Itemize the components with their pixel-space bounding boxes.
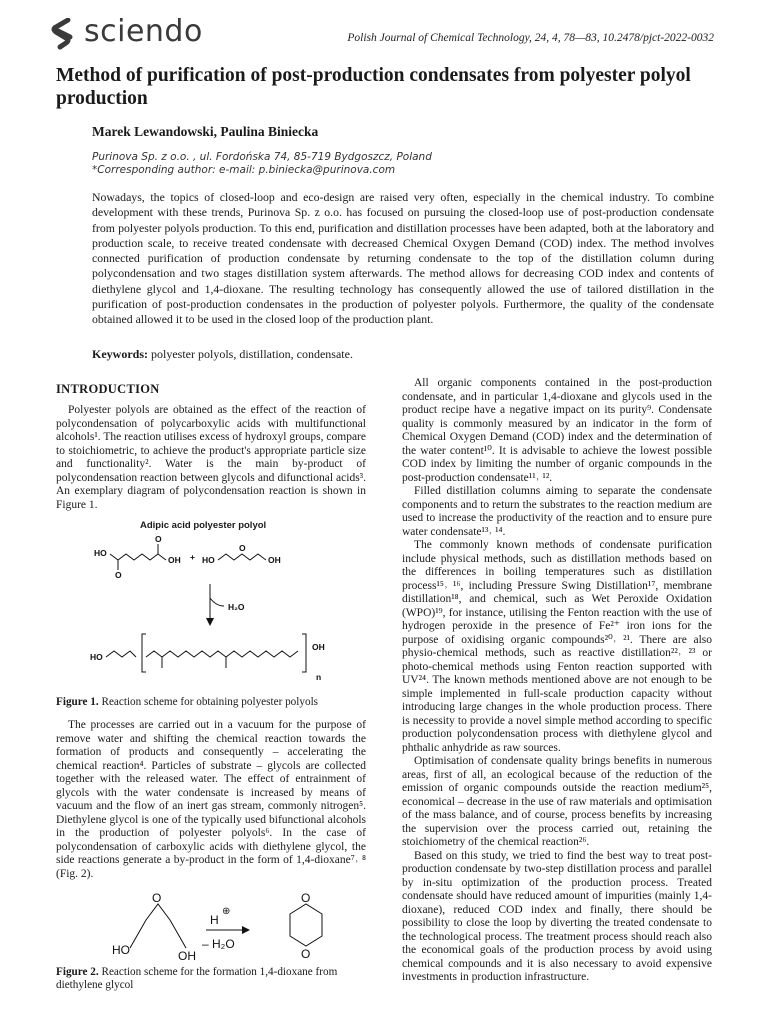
- fig2-o-label: O: [152, 891, 162, 905]
- fig2-charge: ⊕: [222, 906, 231, 917]
- affiliation-block: [92, 151, 432, 177]
- paragraph: Based on this study, we tried to find the best way to treat post-production condensate by two-step distillation process and parallel by in-situ optimization of the production process. Treated condensate should have reduced amount of impurities (mainly 1,4-dioxane), reduced COD index and finally, there should be possibility to close the loop by diverting the treated condensate to the technological process. The treatment process should reach also the economical goals of the production process by avoid using chemical compounds and it is also necessary to avoid expensive investments in production infrastructure.: [402, 849, 712, 983]
- figure1-title: Adipic acid polyester polyol: [140, 520, 267, 531]
- right-column: [402, 377, 712, 985]
- fig1-n-label: n: [316, 672, 322, 682]
- affiliation: Purinova Sp. z o.o. , ul. Fordońska 74, 85-719 Bydgoszcz, Poland: [92, 151, 432, 163]
- sciendo-logo-icon: [50, 18, 80, 54]
- fig2-o-label: O: [301, 891, 311, 905]
- fig1-o-label: O: [155, 534, 162, 544]
- journal-reference: Polish Journal of Chemical Technology, 24, 4, 78—83, 10.2478/pjct-2022-0032: [347, 32, 714, 44]
- keywords: [92, 347, 353, 362]
- intro-paragraph-1: [56, 404, 366, 512]
- paragraph: All organic components contained in the post-production condensate, and in particular 1,4-dioxane and glycols used in the product recipe have a negative impact on its purity⁹. Condensate quality is commonly measured by an indicator in the form of Chemical Oxygen Demand (COD) index and the determination of the water content¹⁰. It is advisable to achieve the lowest possible COD index by limiting the number of organic compounds in the post-production condensate¹¹˒ ¹².: [402, 377, 712, 484]
- fig1-ho-label: HO: [202, 555, 215, 565]
- paragraph: The processes are carried out in a vacuum for the purpose of remove water and shifting the chemical reaction towards the formation of products and consequently – accelerating the chemical reaction⁴. Particles of substrate – glycols are collected together with the released water. The effect of entrainment of glycols with the water condensate is increased by means of vacuum and the flow of an inert gas stream, commonly nitrogen⁵. Diethylene glycol is one of the typically used bifunctional alcohols in the production of polyester polyols⁶. In the case of polycondensation of carboxylic acids with diethylene glycol, the side reactions generate a by-product in the form of 1,4-dioxane⁷˒ ⁸ (Fig. 2).: [56, 719, 366, 880]
- figure1-caption-text: Reaction scheme for obtaining polyester polyols: [101, 696, 319, 708]
- fig2-minus-h2o: – H₂O: [202, 937, 235, 951]
- fig2-o-label: O: [301, 947, 311, 960]
- fig1-ho-label: HO: [94, 548, 107, 558]
- figure2-reaction-scheme: [110, 890, 340, 960]
- fig1-o-label: O: [115, 570, 122, 580]
- paragraph: Filled distillation columns aiming to separate the condensate components and to return the substrates to the reaction medium are used to increase the productivity of the reaction and to ensure pure water condensate¹³˒ ¹⁴.: [402, 485, 712, 538]
- logo-text: sciendo: [84, 14, 203, 49]
- corresponding-author: *Corresponding author: e-mail: p.biniecka@purinova.com: [92, 164, 396, 176]
- fig1-oh-label: OH: [312, 642, 325, 652]
- figure2-caption-text: Reaction scheme for the formation 1,4-dioxane from diethylene glycol: [56, 966, 338, 991]
- fig2-ho-label: HO: [112, 943, 130, 957]
- paragraph: Optimisation of condensate quality brings benefits in numerous areas, first of all, an ecological because of the reduction of the emission of organic compounds outside the reaction medium²⁵, economical – decrease in the use of raw materials and optimisation of the mass balance, and of course, process benefits by increasing the supervision over the process carried out, retaining the stoichiometry of the chemical reaction²⁶.: [402, 755, 712, 848]
- fig1-ho-label: HO: [90, 652, 103, 662]
- fig1-oh-label: OH: [268, 555, 281, 565]
- figure1-caption: [56, 696, 366, 709]
- keywords-text: polyester polyols, distillation, condensate.: [151, 347, 353, 361]
- figure2-caption-label: Figure 2.: [56, 966, 99, 978]
- section-heading-introduction: INTRODUCTION: [56, 382, 160, 396]
- keywords-label: Keywords:: [92, 347, 148, 361]
- figure1-caption-label: Figure 1.: [56, 696, 99, 708]
- article-title: Method of purification of post-production condensates from polyester polyol production: [56, 65, 691, 109]
- fig1-o-label: O: [239, 543, 246, 553]
- fig2-h-label: H: [210, 913, 219, 927]
- paragraph: Polyester polyols are obtained as the effect of the reaction of polycondensation of polycarboxylic acids with multifunctional alcohols¹. The reaction utilises excess of hydroxyl groups, compare to stoichiometric, to achieve the product's appropriate particle size and functionality². Water is the main by-product of polycondensation reaction between glycols and difunctional acids³. An exemplary diagram of polycondensation reaction is shown in Figure 1.: [56, 404, 366, 511]
- figure1-reaction-scheme: [90, 532, 360, 682]
- paragraph: The commonly known methods of condensate purification include physical methods, such as distillation methods based on the differences in boiling temperatures such as distillation process¹⁵˒ ¹⁶, including Pressure Swing Distillation¹⁷, membrane distillation¹⁸, and chemical, such as Wet Peroxide Oxidation (WPO)¹⁹, for instance, utilising the Fenton reaction with the use of hydrogen peroxide in the presence of Fe²⁺ iron ions for the purpose of oxidising organic compounds²⁰˒ ²¹. There are also physio-chemical methods, such as reactive distillation²²˒ ²³ or photo-chemical methods using Fenton reaction supported with UV²⁴. The known methods mentioned above are not enough to be simple implemented in full-scale production capacity without introducing large changes in the whole production process. There is necessity to provide a novel simple method according to specific production polycondensation process with diethylene glycol and phthalic anhydride as raw sources.: [402, 539, 712, 754]
- fig1-oh-label: OH: [168, 555, 181, 565]
- authors: Marek Lewandowski, Paulina Biniecka: [92, 124, 319, 139]
- intro-paragraph-2: [56, 719, 366, 881]
- fig2-oh-label: OH: [178, 949, 196, 960]
- abstract: Nowadays, the topics of closed-loop and eco-design are raised very often, especially in the chemical industry. To combine development with these trends, Purinova Sp. z o.o. has focused on pursuing the closed-loop use of post-production condensate from polyester polyols production. To this end, purification and distillation processes have been adapted, both at the laboratory and production scale, to receive treated condensate with decreased Chemical Oxygen Demand (COD) index. The method involves connected purification of production condensate by returning condensate to the top of the distillation column during polycondensation and two stages distillation system afterwards. The method allows for decreasing COD index and contents of diethylene glycol and 1,4-dioxane. The resulting technology has consequently allowed the use of tailored distillation in the purification of post-production condensates in the production of polyester polyols. Furthermore, the quality of the condensate obtained allowed it to be used in the closed loop of the production plant.: [92, 190, 714, 327]
- fig1-h2o-label: H₂O: [228, 602, 245, 612]
- fig1-plus: +: [190, 552, 195, 562]
- figure2-caption: [56, 966, 366, 992]
